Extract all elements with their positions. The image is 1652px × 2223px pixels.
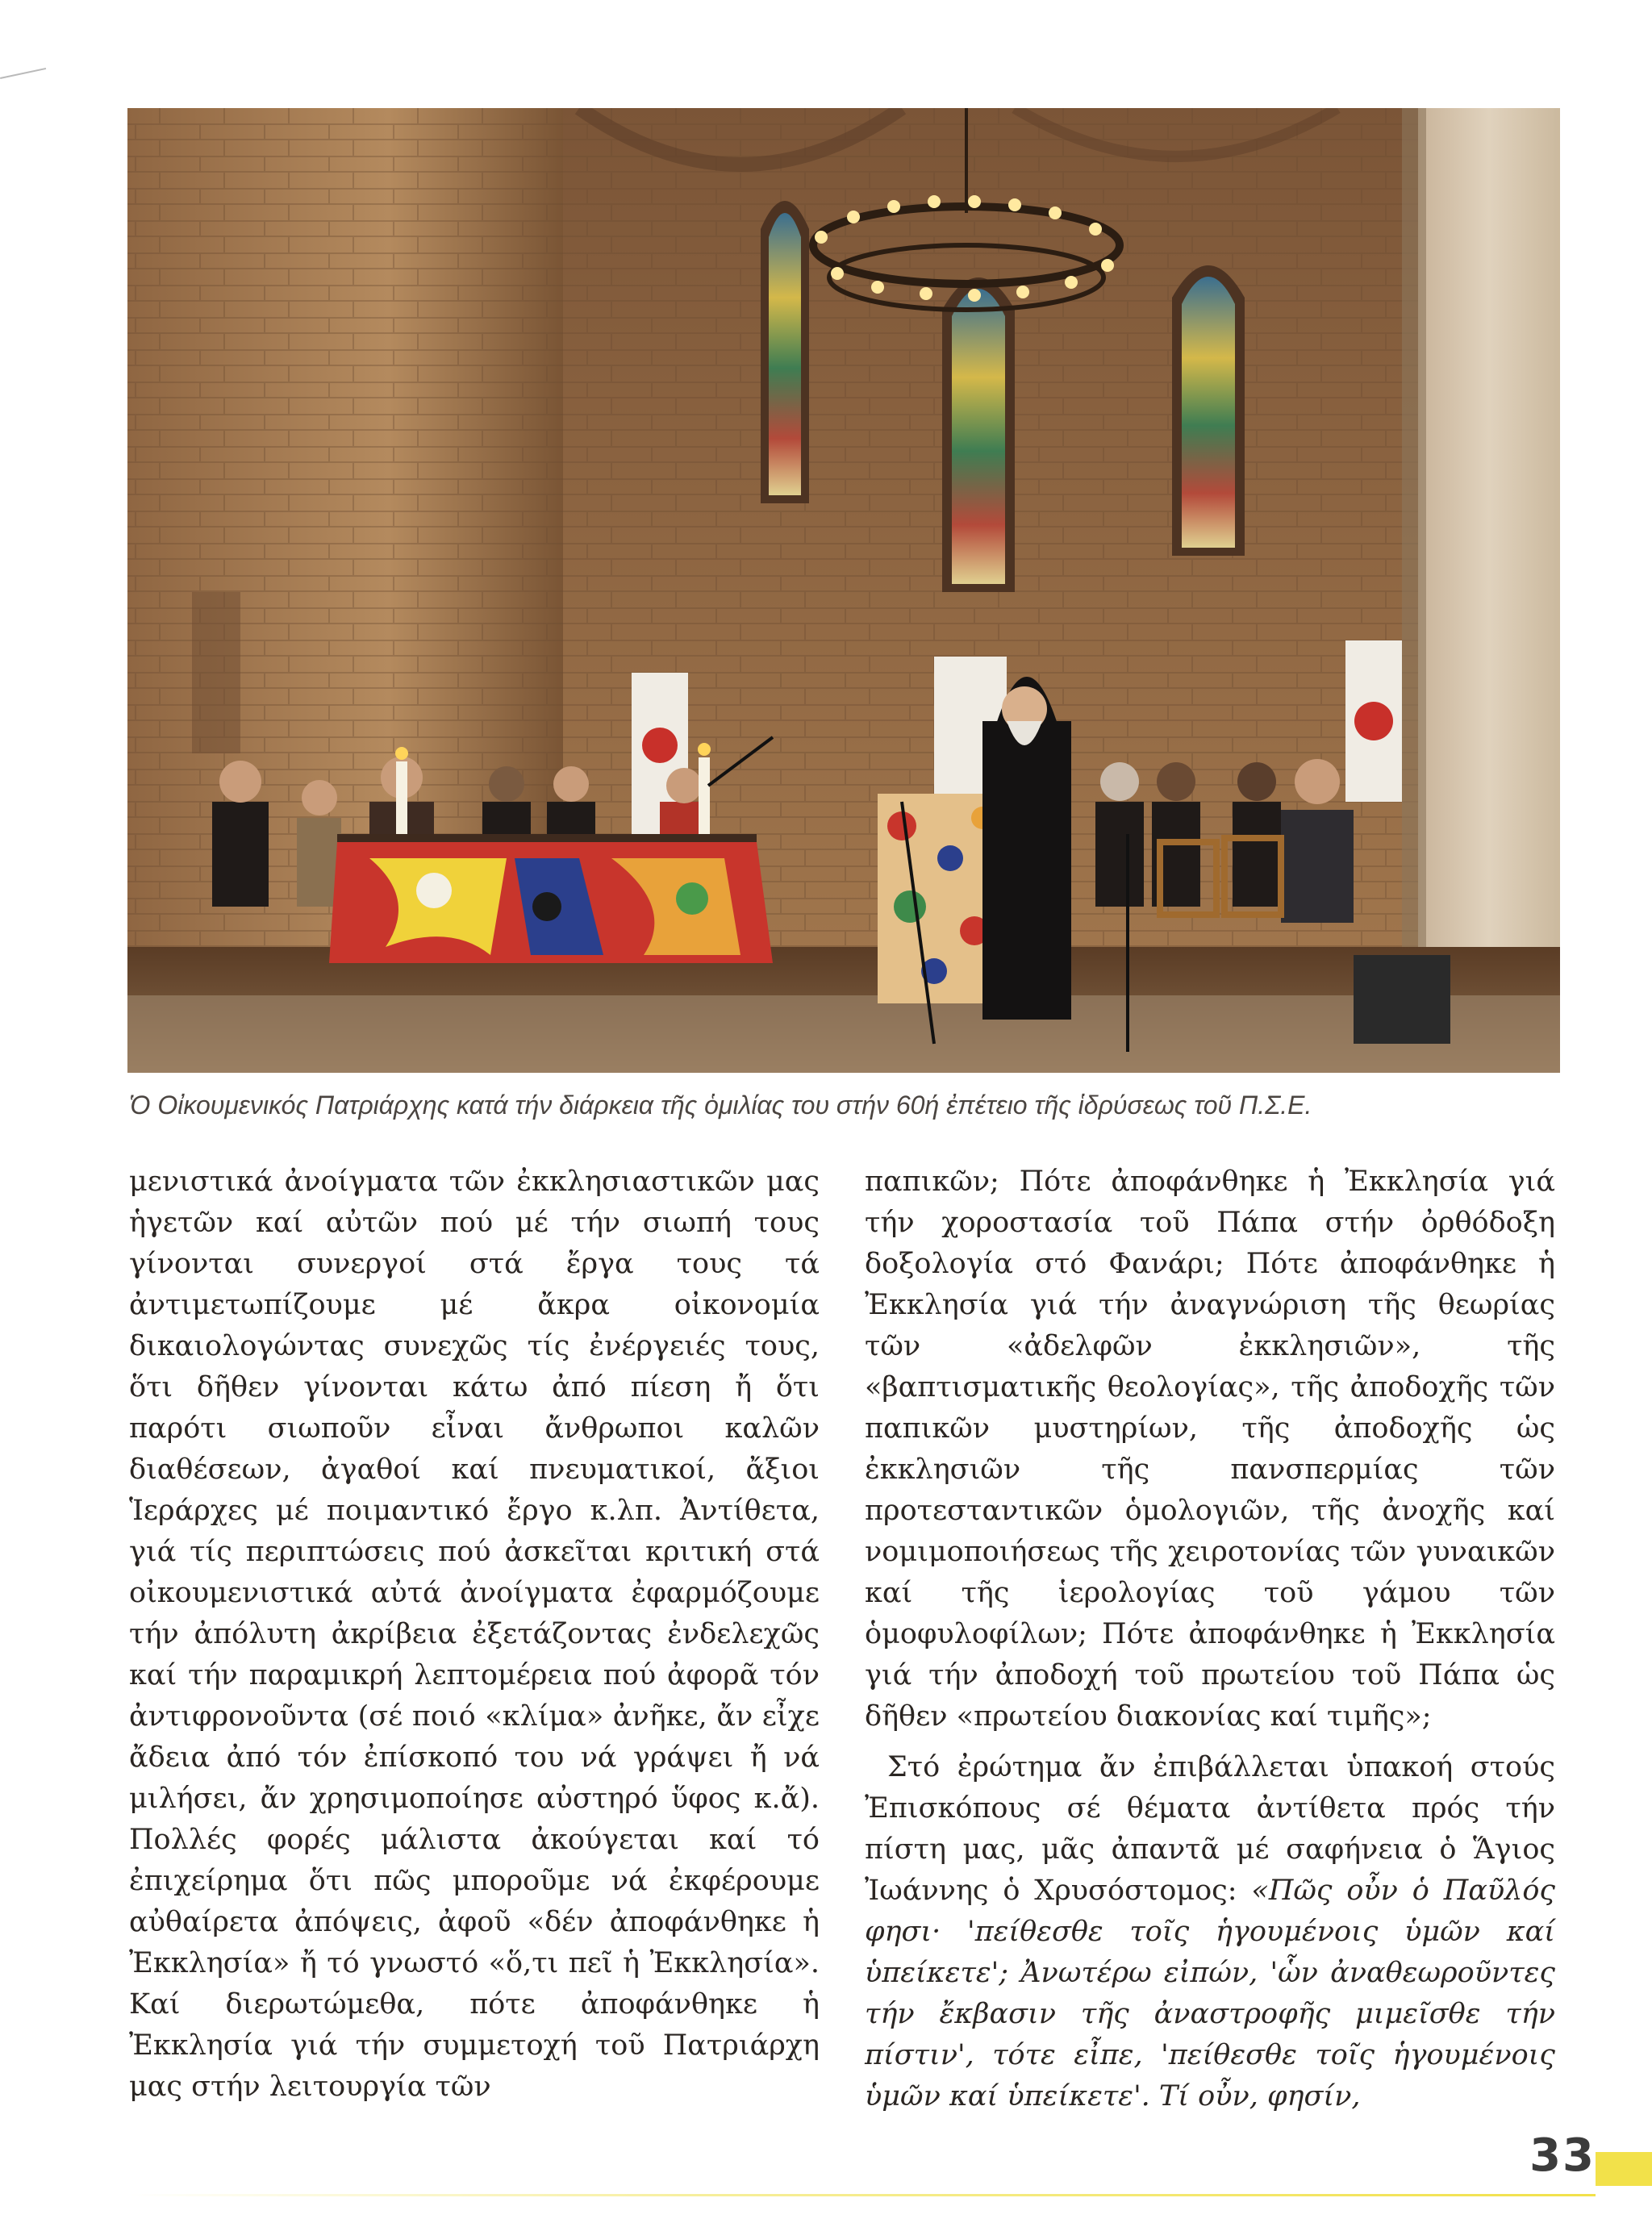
page-tab	[1596, 2152, 1652, 2186]
page-number: 33	[1529, 2129, 1596, 2182]
paragraph-text: Στό ἐρώτημα ἄν ἐπιβάλλεται ὑπακοή στούς Ἐπισκόπους σέ θέματα ἀντίθετα πρός τήν πίστη μας, μᾶς ἀπαντᾶ μέ σαφήνεια ὁ Ἅγιος Ἰωάννης ὁ Χρυσόστομος:	[865, 1751, 1555, 1907]
paragraph: μενιστικά ἀνοίγματα τῶν ἐκκλησιαστικῶν μας ἡγετῶν καί αὐτῶν πού μέ τήν σιωπή τους γίνονται συνεργοί στά ἔργα τους τά ἀντιμετωπίζουμε μέ ἄκρα οἰκονομία δικαιολογώντας συνεχῶς τίς ἐνέργειές τους, ὅτι δῆθεν γίνονται κάτω ἀπό πίεση ἤ ὅτι παρότι σιωποῦν εἶναι ἄνθρωποι καλῶν διαθέσεων, ἀγαθοί καί πνευματικοί, ἄξιοι Ἱεράρχες μέ ποιμαντικό ἔργο κ.λπ. Ἀντίθετα, γιά τίς περιπτώσεις πού ἀσκεῖται κριτική στά οἰκουμενιστικά αὐτά ἀνοίγματα ἐφαρμόζουμε τήν ἀπόλυτη ἀκρίβεια ἐξετάζοντας ἐνδελεχῶς καί τήν παραμικρή λεπτομέρεια πού ἀφορᾶ τόν ἀντιφρονοῦντα (σέ ποιό «κλίμα» ἀνῆκε, ἄν εἶχε ἄδεια ἀπό τόν ἐπίσκοπό του νά γράψει ἤ νά μιλήσει, ἄν χρησιμοποίησε αὐστηρό ὕφος κ.ἄ). Πολλές φορές μάλιστα ἀκούγεται καί τό ἐπιχείρημα ὅτι πῶς μποροῦμε νά ἐκφέρουμε αὐθαίρετα ἀπόψεις, ἀφοῦ «δέν ἀποφάνθηκε ἡ Ἐκκλησία» ἤ τό γνωστό «ὅ,τι πεῖ ἡ Ἐκκλησία». Καί διερωτώμεθα, πότε ἀποφάνθηκε ἡ Ἐκκλησία γιά τήν συμμετοχή τοῦ Πατριάρχη μας στήν λειτουργία τῶν	[129, 1166, 820, 2103]
photo-caption: Ὁ Οἰκουμενικός Πατριάρχης κατά τήν διάρκεια τῆς ὁμιλίας του στήν 60ή ἐπέτειο τῆς ἱδρύσεως τοῦ Π.Σ.Ε.	[129, 1091, 1312, 1120]
paragraph	[865, 1747, 1555, 2117]
article-column-left	[129, 1162, 820, 2108]
article-column-right	[865, 1162, 1555, 2117]
paragraph: παπικῶν; Πότε ἀποφάνθηκε ἡ Ἐκκλησία γιά τήν χοροστασία τοῦ Πάπα στήν ὀρθόδοξη δοξολογία στό Φανάρι; Πότε ἀποφάνθηκε ἡ Ἐκκλησία γιά τήν ἀναγνώριση τῆς θεωρίας τῶν «ἀδελφῶν ἐκκλησιῶν», τῆς «βαπτισματικῆς θεολογίας», τῆς ἀποδοχῆς τῶν παπικῶν μυστηρίων, τῆς ἀποδοχῆς ὡς ἐκκλησιῶν τῆς πανσπερμίας τῶν προτεσταντικῶν ὁμολογιῶν, τῆς ἀνοχῆς καί νομιμοποιήσεως τῆς χειροτονίας τῶν γυναικῶν καί τῆς ἱερολογίας τοῦ γάμου τῶν ὁμοφυλοφίλων; Πότε ἀποφάνθηκε ἡ Ἐκκλησία γιά τήν ἀποδοχή τοῦ πρωτείου τοῦ Πάπα ὡς δῆθεν «πρωτείου διακονίας καί τιμῆς»;	[865, 1166, 1555, 1733]
chrysostom-quote: «Πῶς οὖν ὁ Παῦλός φησι· 'πείθεσθε τοῖς ἡγουμένοις ὑμῶν καί ὑπείκετε'; Ἀνωτέρω εἰπών, 'ὧν ἀναθεωροῦντες τήν ἔκβασιν τῆς ἀναστροφῆς μιμεῖσθε τήν πίστιν', τότε εἶπε, 'πείθεσθε τοῖς ἡγουμένοις ὑμῶν καί ὑπείκετε'. Τί οὖν, φησίν,	[865, 1875, 1555, 2112]
cathedral-photo	[127, 108, 1560, 1073]
corner-mark	[0, 68, 46, 79]
bottom-rule	[129, 2194, 1596, 2196]
